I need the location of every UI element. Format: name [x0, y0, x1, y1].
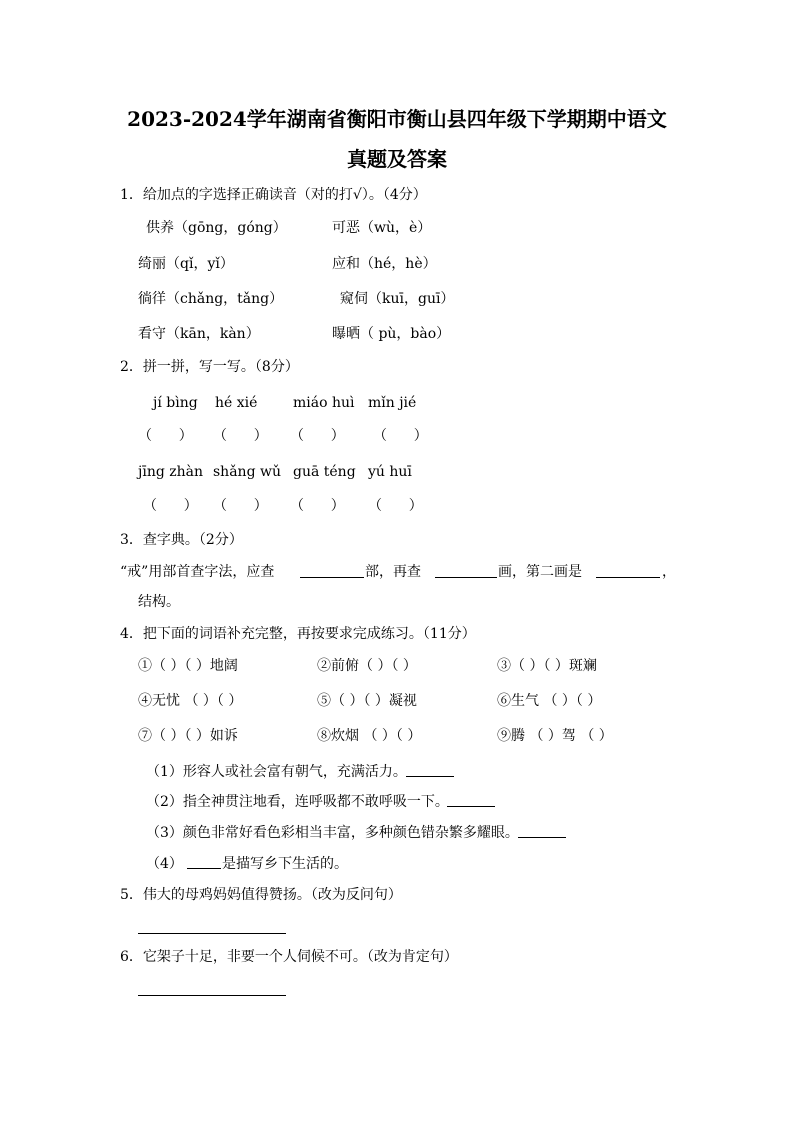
q4-sub-answer-blank[interactable] [447, 806, 495, 807]
q2-answer-blank[interactable]: （ ） [368, 498, 423, 514]
q1-heading: 1．给加点的字选择正确读音（对的打√）。（4分） [120, 187, 427, 203]
q4-sub-question: （2）指全神贯注地看，连呼吸都不敢呼吸一下。 [146, 794, 449, 810]
q4-item: ⑧炊烟 （ ）（ ） [317, 728, 422, 744]
q3-heading: 3．查字典。（2分） [120, 532, 243, 548]
q4-heading: 4．把下面的词语补充完整，再按要求完成练习。（11分） [120, 626, 476, 642]
q2-pinyin: jí bìng [153, 395, 198, 411]
q3-text: “戒”用部首查字法，应查 [120, 564, 275, 580]
q3-text: ， [662, 564, 676, 580]
q4-sub-question: （1）形容人或社会富有朝气，充满活力。 [146, 764, 407, 780]
q2-pinyin: mǐn jié [368, 395, 417, 411]
q1-item: 曝晒（ pù，bào） [332, 326, 451, 342]
q4-item: ⑨腾 （ ）驾 （ ） [497, 728, 613, 744]
q4-sub-question: （3）颜色非常好看色彩相当丰富，多种颜色错杂繁多耀眼。 [146, 825, 519, 841]
q1-item: 可恶（wù，è） [332, 220, 432, 236]
q2-pinyin: hé xié [215, 395, 258, 411]
q4-item: ⑦（ ）（ ）如诉 [138, 728, 238, 744]
q1-item: 看守（kān，kàn） [138, 326, 260, 342]
q4-item: ③（ ）（ ）斑斓 [497, 658, 597, 674]
q2-answer-blank[interactable]: （ ） [213, 498, 268, 514]
q4-sub-answer-blank[interactable] [518, 837, 566, 838]
q2-answer-blank[interactable]: （ ） [213, 428, 268, 444]
document-title-line1: 2023-2024学年湖南省衡阳市衡山县四年级下学期期中语文 [127, 107, 667, 131]
q4-sub-question: （4） [146, 856, 183, 872]
q2-pinyin: yú huī [368, 464, 412, 480]
q4-item: ①（ ）（ ）地阔 [138, 658, 238, 674]
q3-second-stroke-blank[interactable] [596, 577, 660, 578]
q2-pinyin: guā téng [293, 464, 356, 480]
q2-answer-blank[interactable]: （ ） [373, 428, 428, 444]
q3-strokes-blank[interactable] [435, 577, 497, 578]
q1-item: 应和（hé，hè） [332, 256, 437, 272]
q2-answer-blank[interactable]: （ ） [143, 498, 198, 514]
q3-text: 画，第二画是 [498, 564, 582, 580]
q2-answer-blank[interactable]: （ ） [290, 428, 345, 444]
q5-answer-line[interactable] [138, 933, 286, 934]
q6-question: 6．它架子十足，非要一个人伺候不可。（改为肯定句） [120, 949, 458, 965]
q5-question: 5．伟大的母鸡妈妈值得赞扬。（改为反问句） [120, 887, 402, 903]
q1-item: 窥伺（kuī，guī） [340, 291, 455, 307]
q2-heading: 2．拼一拼，写一写。（8分） [120, 359, 299, 375]
q4-item: ⑤（ ）（ ）凝视 [317, 693, 417, 709]
q2-answer-blank[interactable]: （ ） [138, 428, 193, 444]
document-title-line2: 真题及答案 [347, 147, 447, 171]
q4-item: ④无忧 （ ）（ ） [138, 693, 243, 709]
q1-item: 绮丽（qǐ，yǐ） [138, 256, 234, 272]
q1-item: 徜徉（chǎng，tǎng） [138, 291, 284, 307]
q2-answer-blank[interactable]: （ ） [290, 498, 345, 514]
q4-item: ⑥生气 （ ）（ ） [497, 693, 602, 709]
q6-answer-line[interactable] [138, 995, 286, 996]
q4-item: ②前俯（ ）（ ） [317, 658, 417, 674]
q3-text: 部，再查 [365, 564, 421, 580]
q1-item: 供养（gōng，góng） [146, 220, 287, 236]
q3-radical-blank[interactable] [300, 577, 364, 578]
q4-sub-answer-blank[interactable] [187, 868, 221, 869]
q2-pinyin: jīng zhàn [138, 464, 204, 480]
q4-sub-answer-blank[interactable] [406, 776, 454, 777]
q4-sub-question: 是描写乡下生活的。 [222, 856, 348, 872]
q2-pinyin: shǎng wǔ [213, 464, 281, 480]
q3-text: 结构。 [138, 594, 180, 610]
q2-pinyin: miáo huì [293, 395, 355, 411]
